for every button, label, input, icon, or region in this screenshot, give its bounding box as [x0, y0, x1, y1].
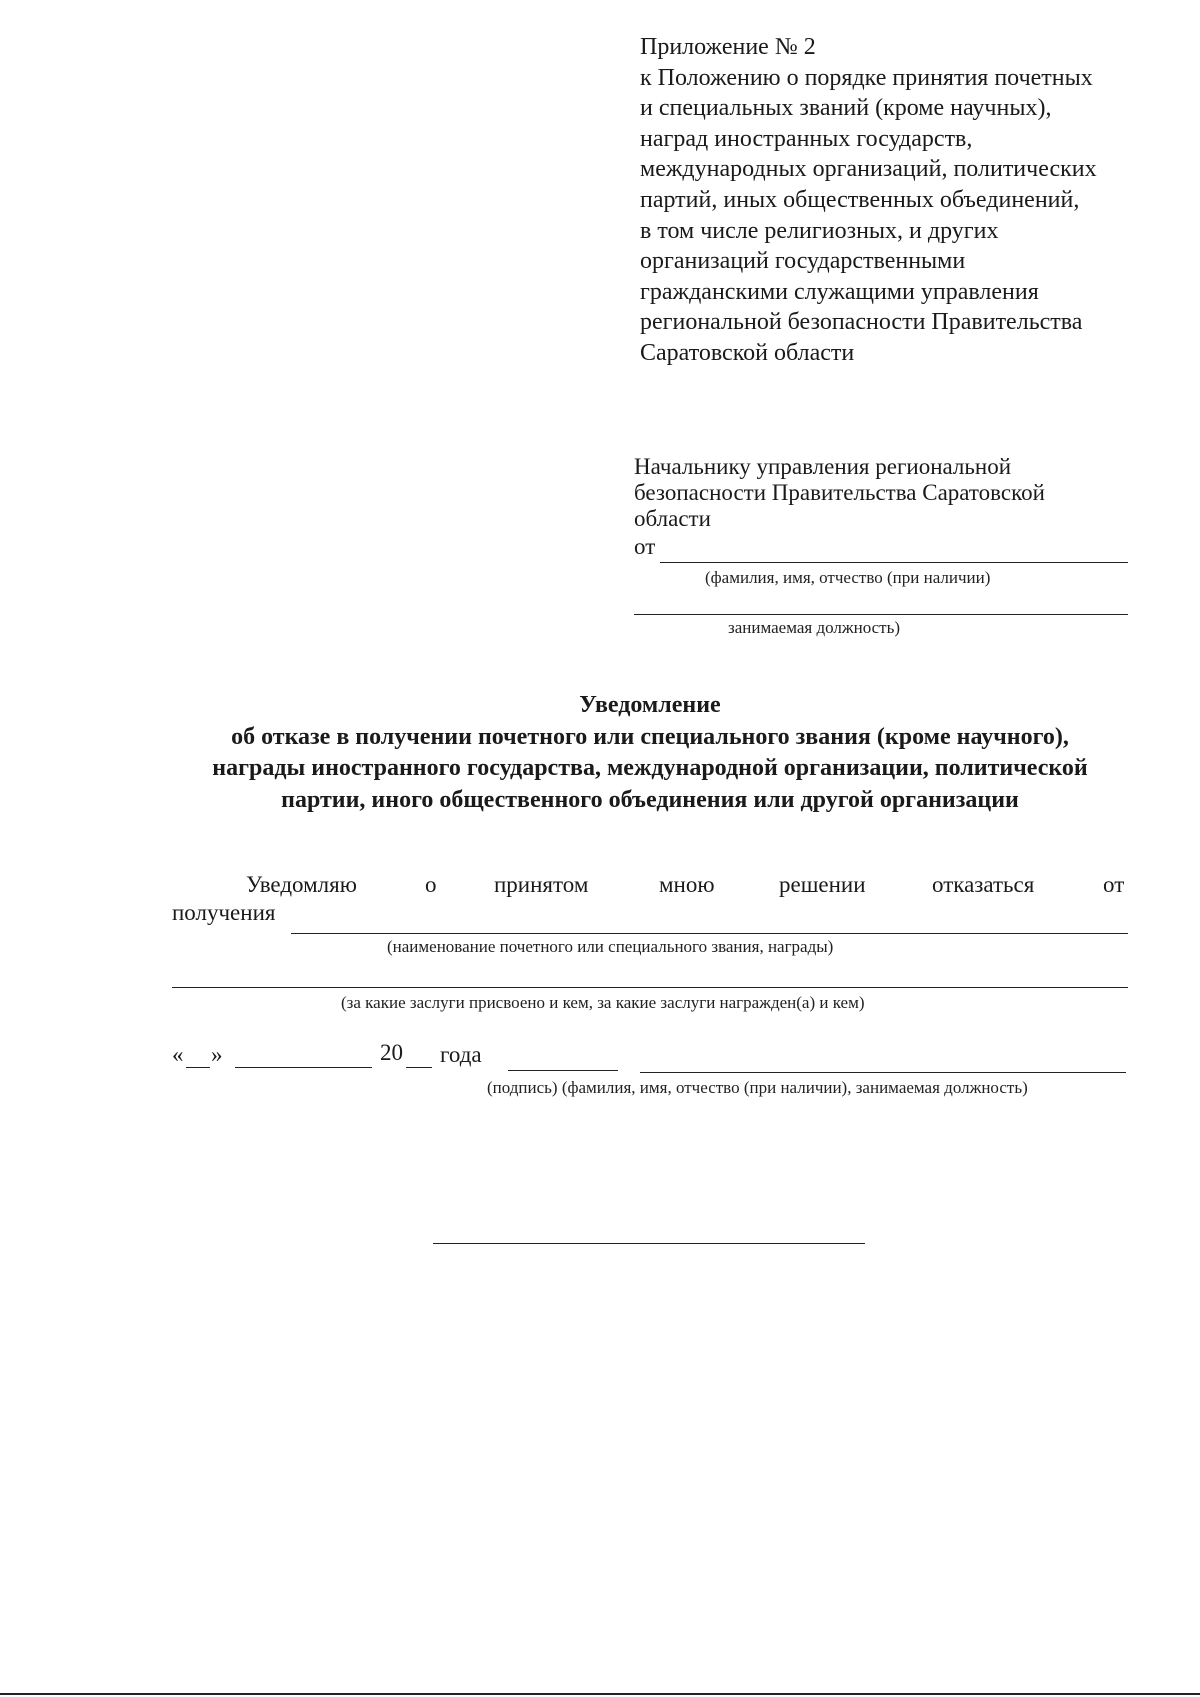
year-word: года: [440, 1042, 482, 1067]
award-name-field[interactable]: [291, 933, 1128, 934]
position-caption: занимаемая должность): [728, 618, 901, 637]
appendix-line: Саратовской области: [640, 339, 855, 366]
signature-field[interactable]: [508, 1070, 618, 1071]
addressee-line: безопасности Правительства Саратовской: [634, 480, 1045, 505]
from-name-field[interactable]: [660, 562, 1128, 563]
appendix-line: гражданскими служащими управления: [640, 278, 1039, 305]
title-heading: Уведомление: [579, 692, 721, 718]
appendix-line: международных организаций, политических: [640, 156, 1097, 183]
receipt-label: получения: [172, 900, 276, 925]
year-field[interactable]: [406, 1067, 432, 1068]
appendix-line: к Положению о порядке принятия почетных: [640, 64, 1093, 91]
appendix-line: организаций государственными: [640, 248, 966, 275]
appendix-line: Приложение № 2: [640, 34, 816, 60]
merits-field[interactable]: [172, 987, 1128, 988]
day-field[interactable]: [186, 1067, 210, 1068]
addressee-line: Начальнику управления региональной: [634, 454, 1012, 479]
document-title: [150, 690, 1150, 816]
title-line: награды иностранного государства, международной организации, политической: [212, 755, 1088, 781]
addressee-line: области: [634, 506, 711, 531]
page-bottom-edge: [0, 1693, 1200, 1695]
body-word: решении: [779, 872, 866, 897]
appendix-header: [640, 32, 1160, 369]
addressee-block: [634, 454, 1134, 532]
body-word: отказаться: [932, 872, 1035, 897]
name-caption: (фамилия, имя, отчество (при наличии): [705, 568, 991, 587]
merits-caption: (за какие заслуги присвоено и кем, за какие заслуги награжден(а) и кем): [341, 993, 865, 1012]
month-field[interactable]: [235, 1067, 372, 1068]
appendix-line: и специальных званий (кроме научных),: [640, 95, 1052, 122]
position-field[interactable]: [634, 614, 1128, 615]
body-word: о: [425, 872, 437, 897]
body-word: мною: [659, 872, 715, 897]
signature-caption: (подпись) (фамилия, имя, отчество (при наличии), занимаемая должность): [487, 1078, 1028, 1097]
year-prefix: 20: [380, 1040, 403, 1065]
title-line: об отказе в получении почетного или специального звания (кроме научного),: [231, 723, 1069, 750]
body-word: принятом: [494, 872, 589, 897]
end-divider: [433, 1243, 865, 1244]
appendix-line: партий, иных общественных объединений,: [640, 186, 1080, 213]
quote-open: «: [172, 1042, 184, 1067]
signer-name-field[interactable]: [640, 1072, 1126, 1073]
body-word: Уведомляю: [246, 872, 357, 897]
body-word: от: [1103, 872, 1125, 897]
quote-close: »: [211, 1042, 223, 1067]
appendix-line: наград иностранных государств,: [640, 125, 973, 152]
from-label: от: [634, 534, 656, 559]
award-caption: (наименование почетного или специального звания, награды): [387, 937, 834, 956]
appendix-line: региональной безопасности Правительства: [640, 309, 1083, 336]
title-line: партии, иного общественного объединения или другой организации: [281, 786, 1019, 813]
appendix-line: в том числе религиозных, и других: [640, 217, 999, 244]
